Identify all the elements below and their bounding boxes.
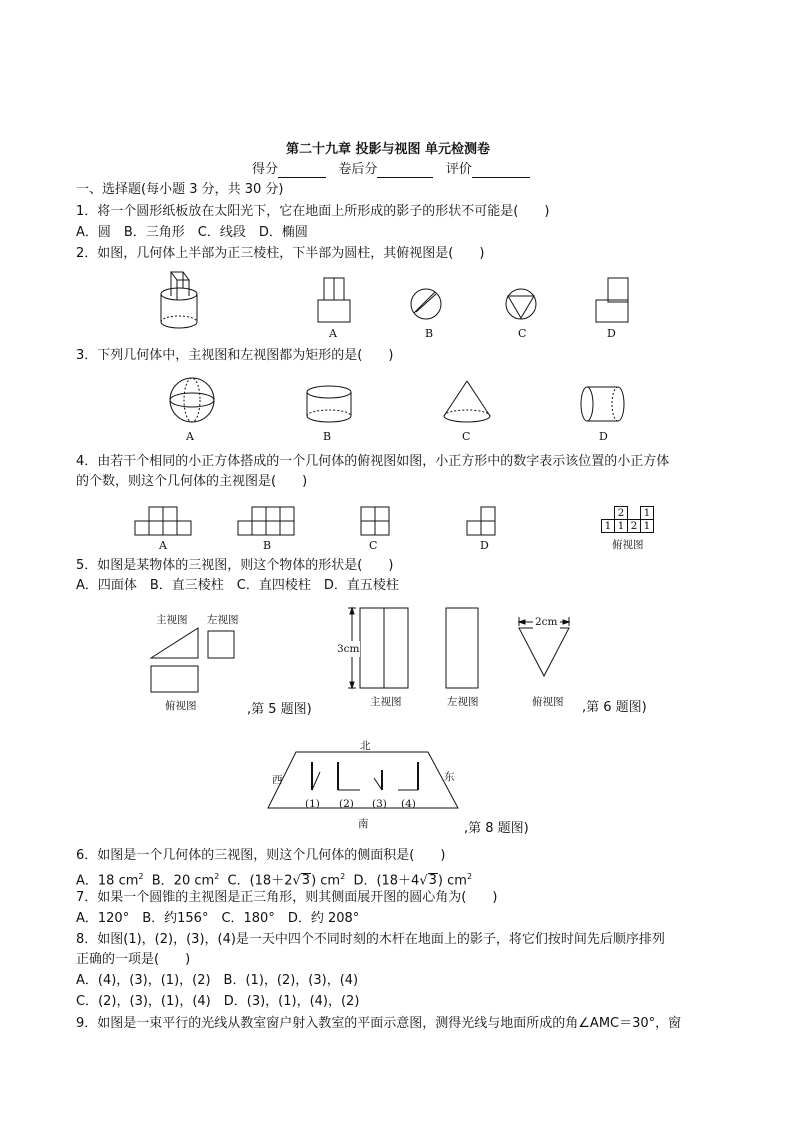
q1-stem: 1．将一个圆形纸板放在太阳光下，它在地面上所形成的影子的形状不可能是( ) [76, 204, 550, 219]
sqrt-sign: √ [292, 873, 301, 889]
fig8-label-2: (2) [339, 798, 354, 810]
fig8-south: 南 [358, 818, 369, 830]
fig6-left-label: 左视图 [447, 696, 479, 708]
q4-stem-line1: 4．由若干个相同的小正方体搭成的一个几何体的俯视图如图，小正方形中的数字表示该位置的小正方体 [76, 454, 670, 469]
q4-label-a: A [159, 539, 167, 552]
q2-option-a-figure [316, 276, 352, 324]
fig8-east: 东 [444, 771, 455, 783]
q2-option-c-figure [503, 286, 539, 322]
q6-sq-b: 2 [214, 872, 220, 881]
eval-blank[interactable] [472, 165, 530, 178]
fig8-shadow-figure [266, 750, 462, 812]
q3-lying-cylinder-figure [578, 384, 628, 424]
q3-label-a: A [186, 430, 194, 443]
grid-cell: 2 [627, 519, 641, 533]
q2-option-b-figure [408, 286, 444, 322]
q6-option-b: B．20 cm [151, 873, 215, 889]
q3-stem: 3．下列几何体中，主视图和左视图都为矩形的是( ) [76, 348, 394, 363]
q3-cylinder-figure [304, 384, 354, 424]
q4-label-c: C [369, 539, 378, 552]
q6-option-a: A．18 cm [76, 873, 139, 889]
q6-option-c-radicand: 3 [301, 873, 311, 889]
grid-cell: 1 [640, 506, 654, 520]
fig8-label-1: (1) [305, 798, 320, 810]
q5-caption: ,第 5 题图) [247, 702, 312, 717]
q2-label-c: C [518, 327, 527, 340]
fig6-top-label: 俯视图 [532, 696, 564, 708]
fig8-west: 西 [272, 774, 283, 786]
q6-sq-c: 2 [340, 872, 346, 881]
q2-label-a: A [329, 327, 337, 340]
fig6-width-label: 2cm [535, 616, 558, 628]
q6-option-c-post: ) cm [311, 873, 341, 889]
eval-label: 评价 [445, 162, 472, 177]
score-label: 得分 [252, 162, 279, 177]
q5-three-views-figure [148, 626, 240, 696]
q8-stem-line1: 8．如图(1)，(2)，(3)，(4)是一天中四个不同时刻的木杆在地面上的影子，将它们按时间先后顺序排列 [76, 932, 665, 947]
q4-option-d-figure [466, 505, 498, 537]
q6-options [76, 869, 472, 889]
q5-left-label: 左视图 [207, 614, 239, 626]
q3-sphere-figure [168, 376, 216, 426]
checker-blank[interactable] [377, 165, 433, 178]
q2-label-d: D [607, 327, 616, 340]
fig6-left-view [444, 606, 480, 690]
score-line [252, 162, 530, 178]
q3-label-b: B [323, 430, 332, 443]
section-heading: 一、选择题(每小题 3 分，共 30 分) [76, 182, 284, 197]
q2-option-d-figure [594, 276, 630, 324]
q8-options-line1: A．(4)，(3)，(1)，(2) B．(1)，(2)，(3)，(4) [76, 973, 359, 988]
q4-label-d: D [480, 539, 489, 552]
fig8-label-4: (4) [401, 798, 416, 810]
q6-sq-d: 2 [466, 872, 473, 881]
sqrt-sign: √ [419, 873, 428, 889]
grid-cell: 1 [601, 519, 615, 533]
grid-cell: 1 [640, 519, 654, 533]
q3-label-c: C [462, 430, 471, 443]
q4-top-view-grid [600, 506, 660, 534]
page-title: 第二十九章 投影与视图 单元检测卷 [286, 142, 491, 157]
q4-stem-line2: 的个数，则这个几何体的主视图是( ) [76, 474, 308, 489]
q1-options: A．圆 B．三角形 C．线段 D．椭圆 [76, 225, 308, 240]
q4-label-b: B [263, 539, 272, 552]
q3-cone-figure [440, 378, 494, 426]
q3-label-d: D [599, 430, 608, 443]
q5-options: A．四面体 B．直三棱柱 C．直四棱柱 D．直五棱柱 [76, 578, 399, 593]
q6-option-d-radicand: 3 [428, 873, 437, 889]
q8-options-line2: C．(2)，(3)，(1)，(4) D．(3)，(1)，(4)，(2) [76, 994, 360, 1009]
fig6-caption: ,第 6 题图) [582, 700, 647, 715]
q4-top-view-label: 俯视图 [612, 539, 644, 551]
q9-stem: 9．如图是一束平行的光线从教室窗户射入教室的平面示意图，测得光线与地面所成的角∠AMC＝30°，窗 [76, 1016, 682, 1031]
q5-front-label: 主视图 [156, 614, 188, 626]
fig8-label-3: (3) [372, 798, 387, 810]
q6-stem: 6．如图是一个几何体的三视图，则这个几何体的侧面积是( ) [76, 848, 446, 863]
grid-cell: 1 [614, 519, 628, 533]
fig6-front-label: 主视图 [370, 696, 402, 708]
q2-stem: 2．如图，几何体上半部为正三棱柱，下半部为圆柱，其俯视图是( ) [76, 246, 485, 261]
q2-label-b: B [425, 327, 434, 340]
q2-solid-figure [155, 268, 205, 334]
score-blank[interactable] [278, 165, 326, 178]
q6-sq-a: 2 [138, 872, 144, 881]
q4-option-a-figure [135, 505, 195, 537]
fig8-north: 北 [360, 740, 371, 752]
q6-option-d-post: ) cm [437, 873, 467, 889]
q6-option-d-pre: D．(18＋4 [353, 873, 420, 889]
q4-option-b-figure [238, 505, 298, 537]
q6-option-c-pre: C．(18＋2 [227, 873, 293, 889]
q5-stem: 5．如图是某物体的三视图，则这个物体的形状是( ) [76, 558, 394, 573]
q8-stem-line2: 正确的一项是( ) [76, 952, 191, 967]
grid-cell: 2 [614, 506, 628, 520]
q7-options: A．120° B．约156° C．180° D．约 208° [76, 911, 360, 926]
q5-top-label: 俯视图 [165, 700, 197, 712]
fig8-caption: ,第 8 题图) [464, 821, 529, 836]
fig6-height-label: 3cm [337, 643, 360, 655]
q7-stem: 7．如果一个圆锥的主视图是正三角形，则其侧面展开图的圆心角为( ) [76, 890, 498, 905]
q4-option-c-figure [360, 505, 392, 537]
checker-label: 卷后分 [338, 162, 378, 177]
